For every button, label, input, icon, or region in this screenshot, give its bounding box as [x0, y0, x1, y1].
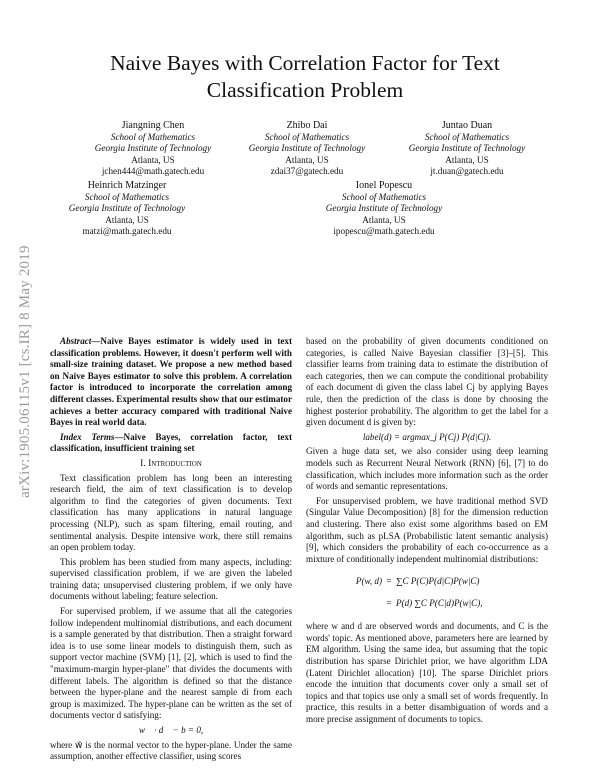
paragraph: For supervised problem, if we assume that all the categories follow independent multinomial distributions, and each document is a sample generated by that distribution. Then a straight forward idea is to use some linear models to distinguish them, such as support vector machine (SVM) [1], [2], which is used to find the "maximum-margin hyper-plane" that divides the documents with different labels. The algorithm is defined so that the distance between the hyper-plane and the nearest sample di from each group is maximized. The hyper-plane can be written as the set of documents vector d satisfying: [50, 606, 292, 721]
author-name: Juntao Duan [441, 120, 493, 131]
author-block [372, 120, 562, 178]
author-email: jchen444@math.gatech.edu [101, 166, 205, 177]
author-name: Jiangning Chen [121, 120, 185, 131]
author-email: matzi@math.gatech.edu [82, 226, 172, 237]
author-block [289, 180, 479, 238]
author-email: ipopescu@math.gatech.edu [333, 226, 435, 237]
author-school: School of Mathematics [341, 191, 427, 202]
equation-equals: = [386, 576, 392, 587]
author-email: zdai37@gatech.edu [270, 166, 344, 177]
paper-title: Naive Bayes with Correlation Factor for Text Classification Problem [110, 51, 500, 102]
author-location: Atlanta, US [131, 154, 175, 165]
author-school: School of Mathematics [110, 131, 196, 142]
equation-hyperplane: w⃗ · d⃗ − b = 0, [138, 725, 204, 735]
paragraph: based on the probability of given documents conditioned on categories, is called Naive Bayesian classifier [3]–[5]. This classifier learns from training data to estimate the distribution of each categories, then we can compute the conditional probability of each document di given the class label Cj by applying Bayes rule, then the prediction of the class is done by choosing the highest posterior probability. The algorithm to get the label for a given document d is given by: [306, 336, 548, 428]
right-column [306, 336, 548, 729]
author-name: Heinrich Matzinger [87, 180, 167, 191]
author-school: School of Mathematics [84, 191, 170, 202]
index-terms [50, 432, 292, 455]
equation-rhs: P(d) ∑C P(C|d)P(w|C), [396, 598, 483, 609]
arxiv-stamp: arXiv:1905.06115v1 [cs.IR] 8 May 2019 [17, 245, 33, 498]
equation-lhs: P(w, d) [355, 576, 382, 587]
author-location: Atlanta, US [105, 214, 149, 225]
paragraph: where w and d are observed words and documents, and C is the words' topic. As mentioned above, parameters here are learned by EM algorithm. Using the same idea, but assuming that the topic distribution has sparse Dirichlet prior, we have algorithm LDA (Latent Dirichlet allocation) [10]. The sparse Dirichlet priors encode the intuition that documents cover only a small set of topics and that topics use only a small set of words frequently. In practice, this results in a better disambiguation of words and a more precise assignment of documents to topics. [306, 621, 548, 725]
equation-label: label(d) = argmax_j P(Cj) P(d|Cj). [362, 431, 492, 442]
author-institute: Georgia Institute of Technology [325, 203, 443, 214]
author-block [32, 180, 222, 238]
author-institute: Georgia Institute of Technology [408, 143, 526, 154]
author-institute: Georgia Institute of Technology [68, 203, 186, 214]
author-name: Zhibo Dai [286, 120, 328, 131]
equation-rhs: ∑C P(C)P(d|C)P(w|C) [396, 576, 480, 587]
index-terms-label: Index Terms [60, 431, 115, 442]
left-column [50, 336, 292, 766]
abstract [50, 336, 292, 429]
paragraph: where w⃗ is the normal vector to the hyper-plane. Under the same assumption, another effective classifier, using scores [50, 739, 292, 762]
author-school: School of Mathematics [264, 131, 350, 142]
author-location: Atlanta, US [362, 214, 406, 225]
author-email: jt.duan@gatech.edu [430, 166, 504, 177]
abstract-label: Abstract [60, 336, 92, 346]
author-school: School of Mathematics [424, 131, 510, 142]
section-heading: I. Introduction [140, 457, 202, 469]
author-name: Ionel Popescu [355, 180, 413, 191]
abstract-text: —Naive Bayes estimator is widely used in text classification problems. However, it doesn't perform well with small-size training dataset. We propose a new method based on Naive Bayes estimator to solve this problem. A correlation factor is introduced to incorporate the correlation among different classes. Experimental results show that our estimator achieves a better accuracy compared with traditional Naive Bayes in real world data. [50, 336, 292, 428]
index-terms-text: —Naive Bayes, correlation factor, text classification, insufficient training set [50, 431, 292, 454]
author-institute: Georgia Institute of Technology [248, 143, 366, 154]
author-location: Atlanta, US [445, 154, 489, 165]
equation-equals: = [386, 598, 392, 609]
author-institute: Georgia Institute of Technology [94, 143, 212, 154]
equation-plsa [306, 571, 548, 615]
paragraph: For unsupervised problem, we have traditional method SVD (Singular Value Decomposition) [8] for the dimension reduction and clustering. There also exist some algorithms based on EM algorithm, such as pLSA (Probabilistic latent semantic analysis) [9], which considers the probability of each co-occurrence as a mixture of conditionally independent multinomial distributions: [306, 495, 548, 564]
author-location: Atlanta, US [285, 154, 329, 165]
paragraph: Given a huge data set, we also consider using deep learning models such as Recurrent Neural Network (RNN) [6], [7] to do classification, which includes more information such as the order of words and semantic representations. [306, 446, 548, 492]
paragraph: This problem has been studied from many aspects, including: supervised classification problem, if we are given the labeled training data; unsupervised clustering problem, if we only have documents without labeling; feature selection. [50, 556, 292, 602]
paragraph: Text classification problem has long been an interesting research field, the aim of text classification is to develop algorithm to find the categories of given documents. Text classification has many applications in natural language processing (NLP), such as spam filtering, email routing, and sentimental analysis. Despite intensive work, there still remains an open problem today. [50, 472, 292, 553]
